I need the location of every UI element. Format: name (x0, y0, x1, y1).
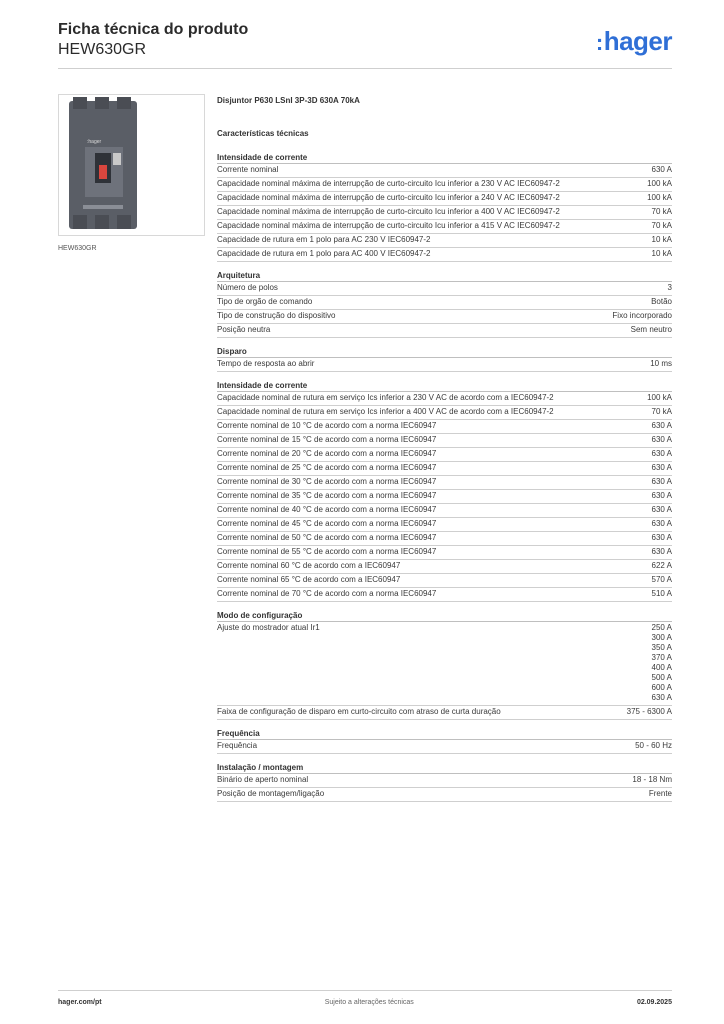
spec-row (217, 234, 672, 248)
spec-row (217, 192, 672, 206)
spec-row (217, 406, 672, 420)
section-heading: Instalação / montagem (217, 763, 672, 774)
header-divider (58, 68, 672, 69)
spec-row (217, 206, 672, 220)
product-title: Disjuntor P630 LSnI 3P-3D 630A 70kA (217, 96, 360, 105)
svg-text::hager: :hager (87, 139, 102, 145)
spec-value: 630 A (651, 547, 672, 556)
spec-value-option: 600 A (651, 683, 672, 692)
spec-label: Capacidade nominal máxima de interrupção de curto-circuito Icu inferior a 415 V AC IEC60947-2 (217, 221, 560, 230)
spec-row (217, 324, 672, 338)
spec-row (217, 740, 672, 754)
spec-label: Corrente nominal de 25 °C de acordo com a norma IEC60947 (217, 463, 437, 472)
spec-row (217, 282, 672, 296)
spec-value: 375 - 6300 A (626, 707, 672, 716)
spec-label: Posição de montagem/ligação (217, 789, 325, 798)
product-code: HEW630GR (58, 41, 147, 58)
spec-value: 18 - 18 Nm (632, 775, 672, 784)
spec-label: Capacidade nominal máxima de interrupção de curto-circuito Icu inferior a 400 V AC IEC60947-2 (217, 207, 560, 216)
spec-value: 630 A (651, 449, 672, 458)
spec-label: Capacidade nominal de rutura em serviço Ics inferior a 400 V AC de acordo com a IEC60947-2 (217, 407, 554, 416)
spec-value: Fixo incorporado (612, 311, 672, 320)
image-caption: HEW630GR (58, 245, 97, 252)
spec-label: Capacidade de rutura em 1 polo para AC 230 V IEC60947-2 (217, 235, 431, 244)
spec-row (217, 296, 672, 310)
spec-value: 3 (667, 283, 672, 292)
spec-label: Binário de aperto nominal (217, 775, 309, 784)
spec-label: Capacidade nominal máxima de interrupção de curto-circuito Icu inferior a 230 V AC IEC60947-2 (217, 179, 560, 188)
spec-value: 630 A (651, 165, 672, 174)
spec-value-option: 500 A (651, 673, 672, 682)
spec-row (217, 448, 672, 462)
page-footer (58, 990, 672, 1006)
spec-row (217, 588, 672, 602)
spec-row (217, 462, 672, 476)
spec-value: 10 kA (651, 249, 672, 258)
spec-value: 630 A (651, 491, 672, 500)
spec-label: Corrente nominal (217, 165, 279, 174)
spec-value: 630 A (651, 519, 672, 528)
spec-label: Corrente nominal de 45 °C de acordo com a norma IEC60947 (217, 519, 437, 528)
spec-row (217, 164, 672, 178)
spec-label: Número de polos (217, 283, 278, 292)
spec-value-option: 250 A (651, 623, 672, 632)
spec-label: Corrente nominal de 35 °C de acordo com a norma IEC60947 (217, 491, 437, 500)
spec-label: Frequência (217, 741, 258, 750)
spec-row (217, 220, 672, 234)
spec-label: Tipo de orgão de comando (217, 297, 313, 306)
spec-row (217, 178, 672, 192)
spec-value: 100 kA (647, 393, 672, 402)
spec-row (217, 574, 672, 588)
spec-row (217, 358, 672, 372)
spec-label: Corrente nominal de 55 °C de acordo com a norma IEC60947 (217, 547, 437, 556)
spec-label: Corrente nominal 60 °C de acordo com a IEC60947 (217, 561, 401, 570)
spec-value-option: 350 A (651, 643, 672, 652)
spec-value: 630 A (651, 533, 672, 542)
spec-value: 10 kA (651, 235, 672, 244)
spec-row (217, 622, 672, 706)
spec-label: Ajuste do mostrador atual Ir1 (217, 623, 320, 632)
spec-value: Frente (648, 789, 672, 798)
footer-website[interactable]: hager.com/pt (58, 999, 102, 1006)
spec-value (652, 623, 672, 703)
spec-value: 630 A (651, 435, 672, 444)
spec-label: Tempo de resposta ao abrir (217, 359, 315, 368)
spec-label: Corrente nominal de 70 °C de acordo com a norma IEC60947 (217, 589, 437, 598)
spec-label: Tipo de construção do dispositivo (217, 311, 336, 320)
spec-sections (217, 153, 672, 802)
spec-value-option: 300 A (651, 633, 672, 642)
spec-row (217, 434, 672, 448)
spec-value: 50 - 60 Hz (635, 741, 672, 750)
spec-value-option: 630 A (651, 693, 672, 702)
spec-label: Capacidade nominal de rutura em serviço Ics inferior a 230 V AC de acordo com a IEC60947-2 (217, 393, 554, 402)
spec-value: 630 A (651, 505, 672, 514)
spec-value: 630 A (651, 421, 672, 430)
section-heading: Modo de configuração (217, 611, 672, 622)
spec-row (217, 420, 672, 434)
hager-logo: :hager (595, 26, 672, 56)
page-title: Ficha técnica do produto (58, 21, 249, 38)
page-header (58, 20, 248, 60)
section-heading: Frequência (217, 729, 672, 740)
spec-row (217, 788, 672, 802)
spec-label: Corrente nominal de 50 °C de acordo com a norma IEC60947 (217, 533, 437, 542)
spec-value: 100 kA (647, 179, 672, 188)
spec-panel (217, 96, 672, 802)
spec-row (217, 518, 672, 532)
footer-notice: Sujeito a alterações técnicas (324, 999, 414, 1006)
spec-label: Capacidade de rutura em 1 polo para AC 400 V IEC60947-2 (217, 249, 431, 258)
footer-date: 02.09.2025 (636, 999, 672, 1006)
spec-row (217, 560, 672, 574)
spec-label: Corrente nominal 65 °C de acordo com a IEC60947 (217, 575, 401, 584)
spec-value: Botão (651, 297, 672, 306)
spec-row (217, 392, 672, 406)
spec-label: Corrente nominal de 30 °C de acordo com a norma IEC60947 (217, 477, 437, 486)
section-heading: Intensidade de corrente (217, 153, 672, 164)
spec-value: 70 kA (651, 407, 672, 416)
spec-row (217, 248, 672, 262)
section-heading: Arquitetura (217, 271, 672, 282)
spec-value: Sem neutro (630, 325, 672, 334)
spec-value-option: 370 A (651, 653, 672, 662)
spec-row (217, 490, 672, 504)
spec-value-option: 400 A (651, 663, 672, 672)
spec-row (217, 532, 672, 546)
spec-value: 10 ms (650, 359, 672, 368)
spec-value: 510 A (651, 589, 672, 598)
spec-row (217, 706, 672, 720)
spec-row (217, 504, 672, 518)
spec-value: 100 kA (647, 193, 672, 202)
spec-label: Capacidade nominal máxima de interrupção de curto-circuito Icu inferior a 240 V AC IEC60947-2 (217, 193, 560, 202)
spec-value: 630 A (651, 477, 672, 486)
main-heading: Características técnicas (217, 129, 309, 138)
section-heading: Disparo (217, 347, 672, 358)
spec-row (217, 774, 672, 788)
spec-row (217, 310, 672, 324)
spec-label: Corrente nominal de 10 °C de acordo com a norma IEC60947 (217, 421, 437, 430)
spec-value: 630 A (651, 463, 672, 472)
spec-row (217, 476, 672, 490)
section-heading: Intensidade de corrente (217, 381, 672, 392)
spec-label: Corrente nominal de 20 °C de acordo com a norma IEC60947 (217, 449, 437, 458)
spec-label: Corrente nominal de 15 °C de acordo com a norma IEC60947 (217, 435, 437, 444)
spec-label: Corrente nominal de 40 °C de acordo com a norma IEC60947 (217, 505, 437, 514)
spec-label: Faixa de configuração de disparo em curto-circuito com atraso de curta duração (217, 707, 501, 716)
product-image-panel (58, 94, 203, 252)
spec-label: Posição neutra (217, 325, 271, 334)
spec-row (217, 546, 672, 560)
spec-value: 70 kA (651, 207, 672, 216)
product-image (58, 94, 205, 236)
spec-value: 570 A (651, 575, 672, 584)
spec-value: 622 A (651, 561, 672, 570)
spec-value: 70 kA (651, 221, 672, 230)
